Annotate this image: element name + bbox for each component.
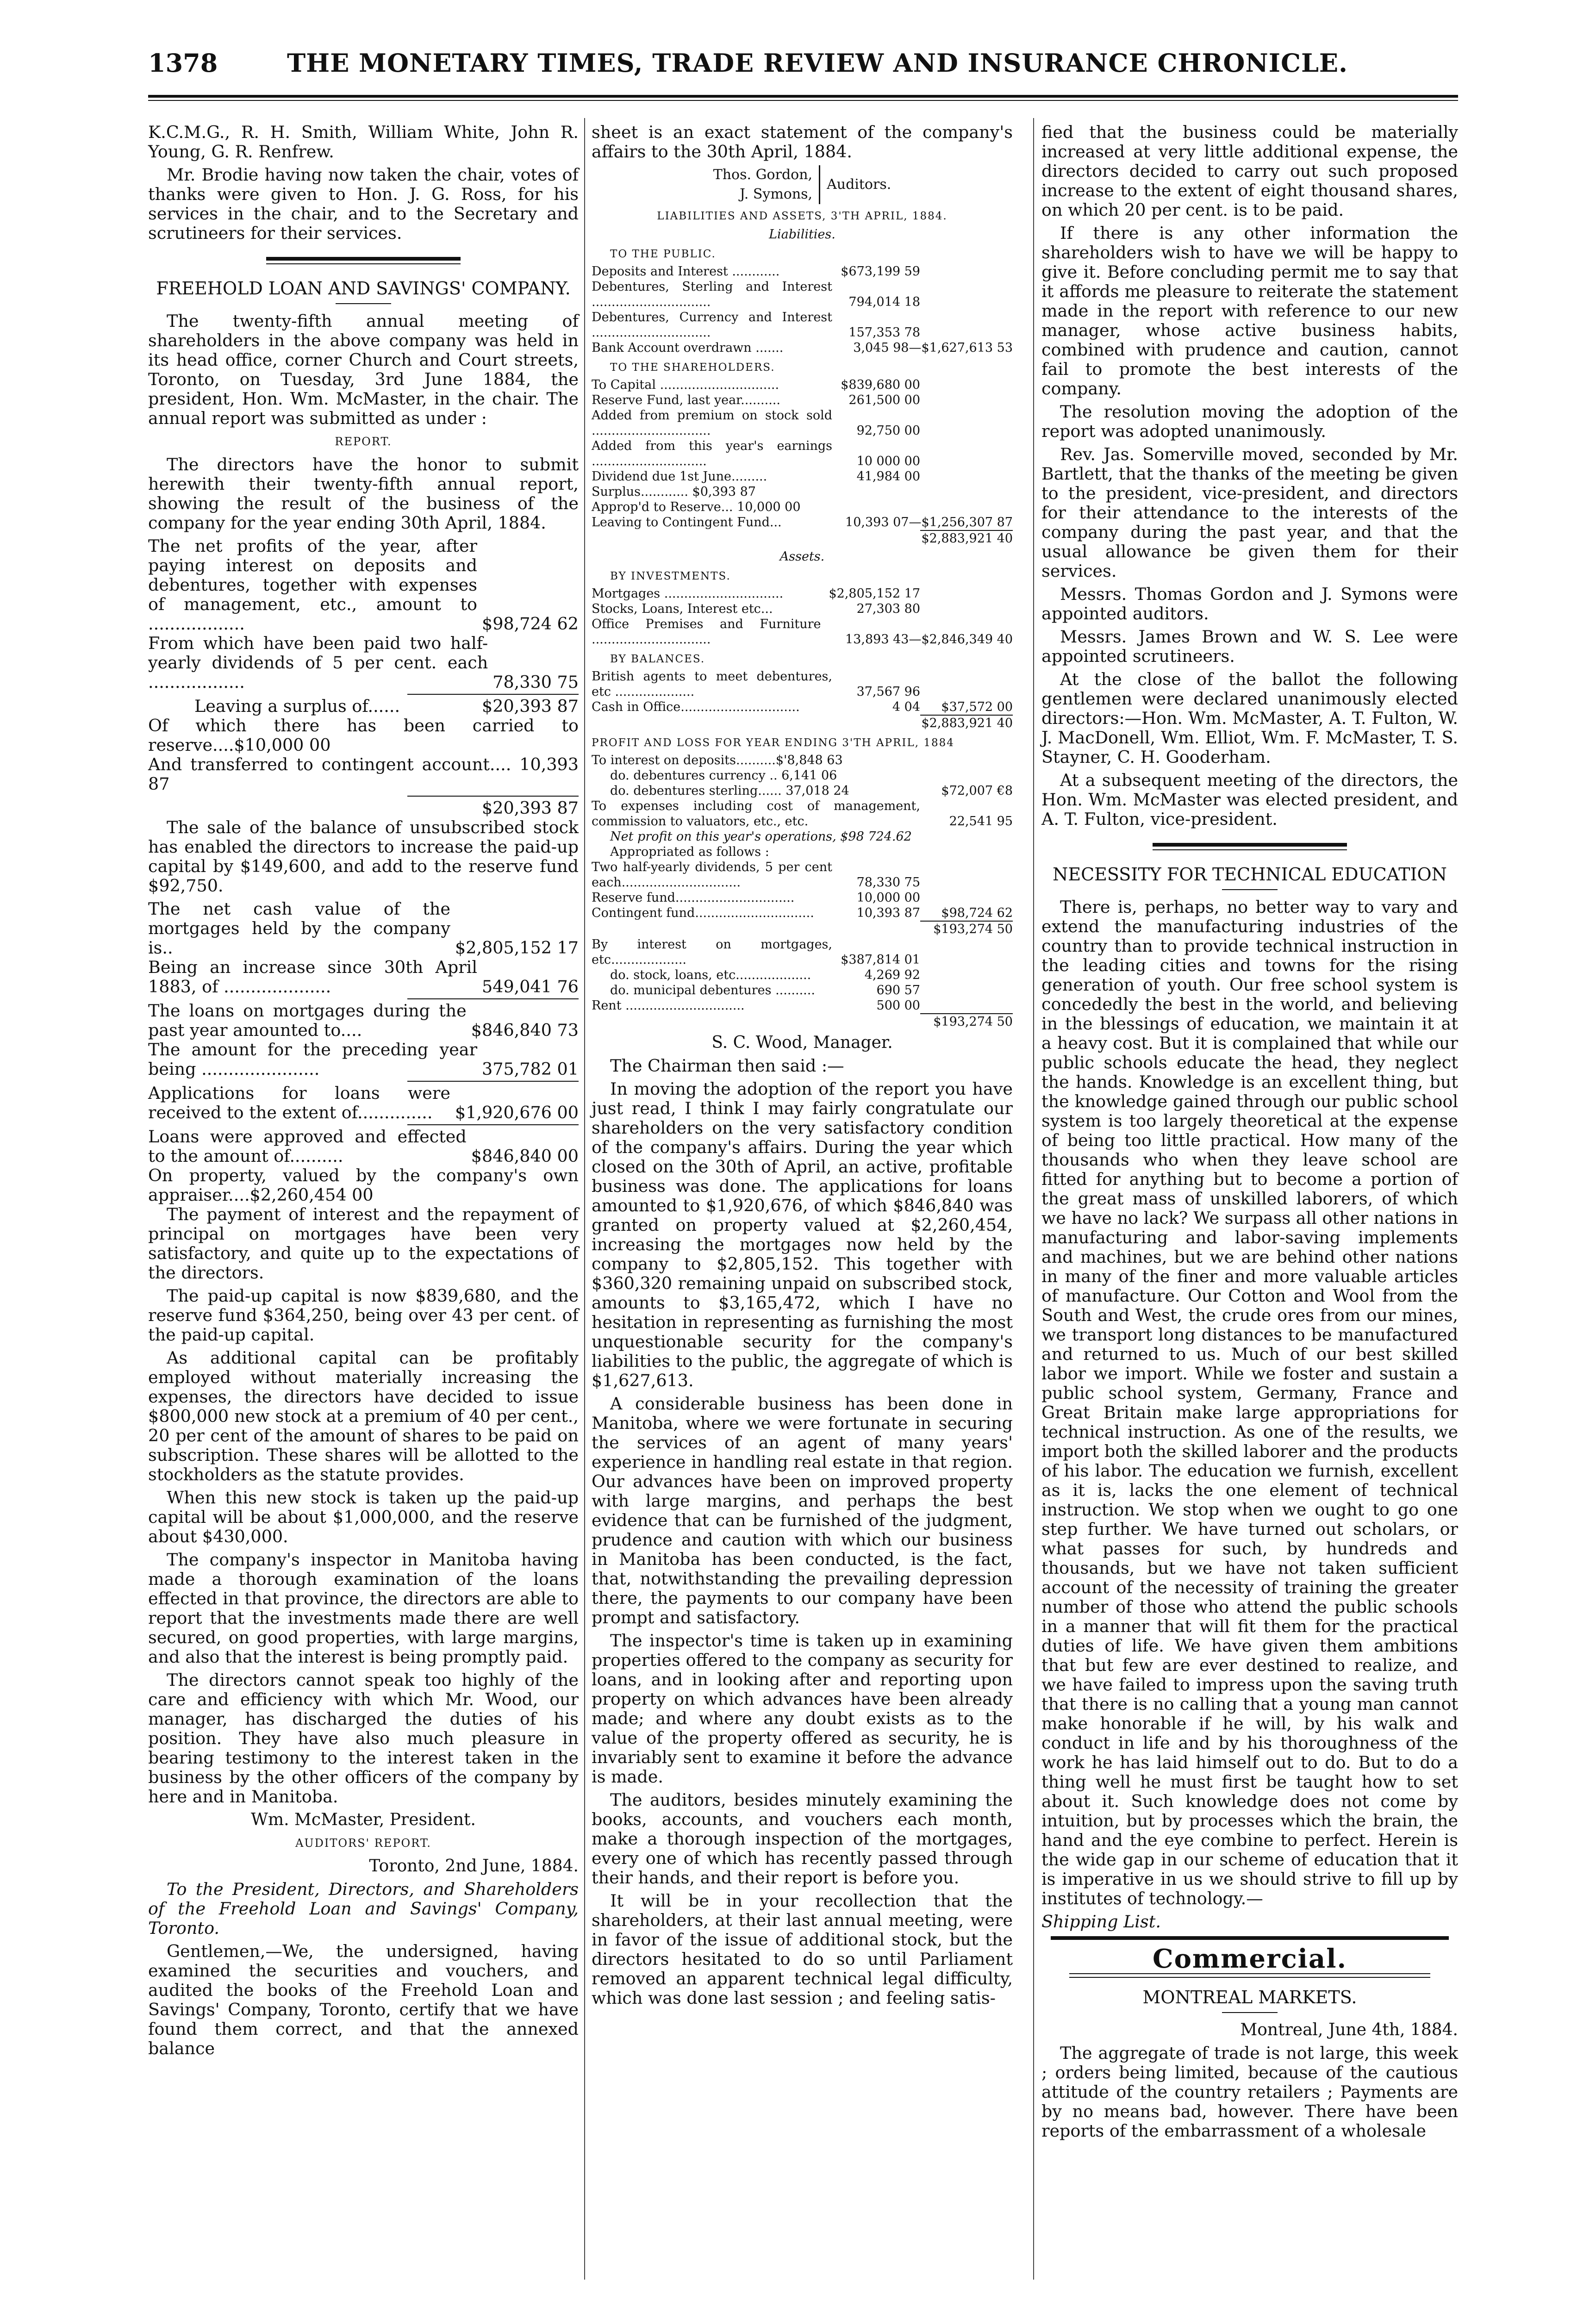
divider [1222, 2012, 1278, 2013]
statement-line: To interest on deposits..........$'8,848 63 [592, 753, 843, 767]
dateline: Toronto, 2nd June, 1884. [369, 1857, 579, 1876]
sum-rule [407, 1081, 579, 1082]
page-number: 1378 [148, 48, 218, 78]
statement-line: Approp'd to Reserve... 10,000 00 [592, 500, 801, 514]
statement-heading: PROFIT AND LOSS FOR YEAR ENDING 3'TH APRIL, 1884 [592, 737, 954, 749]
article-title: FREEHOLD LOAN AND SAVINGS' COMPANY. [156, 278, 571, 299]
paragraph: The directors cannot speak too highly of the care and efficiency with which Mr. Wood, our manager, has discharged the duties of his position. They have also much pleasure in bearing testimony to the interest taken in the business by the other officers of the company by here and in Manitoba. [148, 1670, 579, 1807]
financial-line: The loans on mortgages during the past year amounted to.... $846,840 73 [148, 1001, 579, 1040]
financial-line: From which have been paid two half-yearly dividends of 5 per cent. each .................. 78,330 75 [148, 633, 579, 692]
statement-line: do. municipal debentures .......... 690 57 [610, 983, 920, 997]
statement-line: Reserve Fund, last year.......... 261,500 00 [592, 393, 920, 407]
statement-heading: LIABILITIES AND ASSETS, 3'TH APRIL, 1884. [657, 210, 948, 222]
paragraph: If there is any other information the shareholders wish to have we will be happy to give it. Before concluding permit me to say that it affords me pleasure to reiterate the statement made in the report with reference to our new manager, whose active business habits, combined with prudence and caution, cannot fail to promote the best interests of the company. [1041, 223, 1458, 399]
financial-line: Applications for loans were received to the extent of.............. $1,920,676 00 [148, 1083, 579, 1122]
subheading: AUDITORS' REPORT. [295, 1837, 431, 1850]
sum-rule [407, 998, 579, 999]
section-divider [1153, 843, 1347, 847]
statement-line: Debentures, Sterling and Interest .............................. 794,014 18 [592, 280, 920, 309]
article-title: MONTREAL MARKETS. [1142, 1987, 1357, 2007]
column-3 [1041, 123, 1458, 2144]
paragraph: The twenty-fifth annual meeting of shareholders in the above company was held in its head office, corner Church and Court streets, Toronto, on Tuesday, 3rd June 1884, the president, Hon. Wm. McMaster, in the chair. The annual report was submitted as under : [148, 311, 579, 428]
section-divider [266, 263, 461, 264]
paragraph: The Chairman then said :— [610, 1056, 844, 1076]
statement-line: Leaving to Contingent Fund... 10,393 07 —$1,256,307 87 [592, 515, 1013, 530]
paragraph: As additional capital can be profitably employed without materially increasing the expenses, the directors have decided to issue $800,000 new stock at a premium of 40 per cent., 20 per cent of the amount of shares to be paid on subscription. These shares will be allotted to the stockholders as the statute provides. [148, 1348, 579, 1484]
financial-line: On property, valued by the company's own appraiser....$2,260,454 00 [148, 1165, 579, 1205]
statement-line: Surplus............ $0,393 87 [592, 485, 756, 499]
statement-line: To Capital .............................. $839,680 00 [592, 378, 920, 392]
paragraph: At the close of the ballot the following gentlemen were declared unanimously elected directors:—Hon. Wm. McMaster, A. T. Fulton, W. J. MacDonell, Wm. Elliot, Wm. F. McMaster, T. S. Stayner, C. H. Gooderham. [1041, 669, 1458, 767]
paragraph: The auditors, besides minutely examining the books, accounts, and vouchers each month, make a thorough inspection of the mortgages, every one of which has recently passed through their hands, and their report is before you. [592, 1790, 1013, 1888]
subheading: REPORT. [335, 435, 392, 448]
statement-line: Net profit on this year's operations, $98 724.62 [610, 829, 912, 844]
statement-line: Stocks, Loans, Interest etc... 27,303 80 [592, 602, 920, 616]
statement-line: Rent .............................. 500 00 [592, 998, 920, 1013]
statement-line: Bank Account overdrawn ....... 3,045 98 —$1,627,613 53 [592, 341, 1013, 355]
paragraph: The directors have the honor to submit herewith their twenty-fifth annual report, showing the result of the business of the company for the year ending 30th April, 1884. [148, 455, 579, 533]
paragraph: The company's inspector in Manitoba having made a thorough examination of the loans effected in that province, the directors are able to report that the investments made there are well secured, on good properties, with large margins, and also that the interest is being promptly paid. [148, 1550, 579, 1667]
financial-line: Leaving a surplus of...... $20,393 87 [194, 696, 579, 716]
signature: Wm. McMaster, President. [251, 1810, 476, 1829]
column-1 [148, 123, 579, 2062]
financial-line: And transferred to contingent account.... 10,393 87 [148, 754, 579, 794]
section-title: Commercial. [1153, 1944, 1347, 1974]
paragraph: The resolution moving the adoption of the report was adopted unanimously. [1041, 402, 1458, 441]
statement-total: $2,883,921 40 [592, 715, 1013, 731]
financial-line: The net cash value of the mortgages held by the company is.. $2,805,152 17 [148, 899, 579, 958]
statement-total: $193,274 50 [592, 1013, 1013, 1029]
financial-line: $20,393 87 [482, 798, 579, 818]
paragraph: Rev. Jas. Somerville moved, seconded by Mr. Bartlett, that the thanks of the meeting be given to the president, vice-president, and directors for their attendance to the interests of the company during the past year, and that the usual allowance be given them for their services. [1041, 444, 1458, 581]
article-title: NECESSITY FOR TECHNICAL EDUCATION [1053, 864, 1447, 885]
paragraph: K.C.M.G., R. H. Smith, William White, John R. Young, G. R. Renfrew. [148, 122, 579, 162]
paragraph: Messrs. James Brown and W. S. Lee were appointed scrutineers. [1041, 627, 1458, 666]
statement-line: British agents to meet debentures, etc .................... 37,567 96 [592, 669, 920, 699]
statement-line: do. debentures sterling...... 37,018 24 $72,007 €8 [610, 784, 1013, 798]
divider [1222, 889, 1278, 890]
section-divider [1051, 1936, 1449, 1940]
financial-line: Of which there has been carried to reserve....$10,000 00 [148, 716, 579, 755]
paragraph: Messrs. Thomas Gordon and J. Symons were appointed auditors. [1041, 584, 1458, 623]
paragraph: It will be in your recollection that the shareholders, at their last annual meeting, were in favor of the issue of additional stock, but the directors hesitated to do so until Parliament removed an apparent technical legal difficulty, which was done last session ; and feeling satis- [592, 1891, 1013, 2008]
page-title: THE MONETARY TIMES, TRADE REVIEW AND INSURANCE CHRONICLE. [287, 48, 1348, 78]
header-rule-thin [148, 100, 1458, 101]
sum-rule [407, 796, 579, 797]
paragraph: The inspector's time is taken up in examining properties offered to the company as security for loans, and in looking after and reporting upon property on which advances have been already made; and where any doubt exists as to the value of the property offered as security, he is invariably sent to examine it before the advance is made. [592, 1631, 1013, 1787]
column-divider [584, 118, 585, 2280]
column-divider [1033, 118, 1034, 2280]
paragraph: A considerable business has been done in Manitoba, where we were fortunate in securing the services of an agent of many years' experience in handling real estate in that region. Our advances have been on improved property with large margins, and perhaps the best evidence that can be furnished of the judgment, prudence and caution with which our business in Manitoba has been conducted, is the fact, that, notwithstanding the prevailing depression there, the payments to our company have been prompt and satisfactory. [592, 1394, 1013, 1627]
divider [336, 303, 391, 304]
sum-rule [407, 694, 579, 695]
statement-line: Contingent fund.............................. 10,393 87 $98,724 62 [592, 906, 1013, 920]
paragraph: At a subsequent meeting of the directors, the Hon. Wm. McMaster was elected president, and A. T. Fulton, vice-president. [1041, 770, 1458, 829]
address-line: To the President, Directors, and Shareholders of the Freehold Loan and Savings' Company, Toronto. [148, 1879, 579, 1938]
paragraph: When this new stock is taken up the paid-up capital will be about $1,000,000, and the reserve about $430,000. [148, 1488, 579, 1546]
page-header [148, 46, 1458, 88]
paragraph: In moving the adoption of the report you have just read, I think I may fairly congratulate our shareholders on the very satisfactory condition of the company's affairs. During the year which closed on the 30th of April, an active, profitable business was done. The applications for loans amounted to $1,920,676, of which $846,840 was granted on property valued at $2,260,454, increasing the mortgages now held by the company to $2,805,152. This together with $360,320 remaining unpaid on subscribed stock, amounts to $3,165,472, which I have no hesitation in representing as furnishing the most unquestionable security for the company's liabilities to the public, the aggregate of which is $1,627,613. [592, 1079, 1013, 1390]
financial-line: Loans were approved and effected to the amount of.......... $846,840 00 [148, 1127, 579, 1166]
paragraph: Mr. Brodie having now taken the chair, votes of thanks were given to Hon. J. G. Ross, for his services in the chair, and to the Secretary and scrutineers for their services. [148, 165, 579, 243]
paragraph: sheet is an exact statement of the company's affairs to the 30th April, 1884. [592, 122, 1013, 162]
paragraph: Gentlemen,—We, the undersigned, having examined the securities and vouchers, and audited the books of the Freehold Loan and Savings' Company, Toronto, certify that we have found them correct, and that the annexed balance [148, 1941, 579, 2058]
statement-line: Dividend due 1st June......... 41,984 00 [592, 469, 920, 484]
dateline: Montreal, June 4th, 1884. [1240, 2020, 1458, 2039]
statement-subheading: Assets. [779, 549, 825, 564]
statement-line: By interest on mortgages, etc................... $387,814 01 [592, 937, 920, 967]
statement-line: Debentures, Currency and Interest .............................. 157,353 78 [592, 310, 920, 340]
statement-line: Deposits and Interest ............ $673,199 59 [592, 264, 920, 279]
paragraph: The aggregate of trade is not large, this week ; orders being limited, because of the cautious attitude of the country retailers ; Payments are by no means bad, however. There have been reports of the embarrassment of a wholesale [1041, 2043, 1458, 2141]
section-divider [266, 257, 461, 261]
sum-rule [407, 1124, 579, 1125]
statement-line: do. debentures currency .. 6,141 06 [610, 768, 837, 783]
statement-line: Appropriated as follows : [610, 845, 769, 859]
auditor-signatures: Thos. Gordon, J. Symons, Auditors. [592, 165, 1013, 204]
paragraph: There is, perhaps, no better way to vary and extend the manufacturing industries of the country than to provide technical instruction in the leading cities and towns for the rising generation of youth. Our free school system is concededly the best in the world, and believing in the blessings of education, we maintain it at a heavy cost. But it is complained that while our public schools educate the head, they neglect the hands. Knowledge is an excellent thing, but the knowledge gained through our public school system is too largely theoretical at the expense of being too little practical. How many of the thousands who when they leave school are fitted for anything but to become a portion of the great mass of unskilled laborers, of which we have no lack? We surpass all other nations in manufacturing and labor-saving implements and machines, but we are behind other nations in many of the finer and more valuable articles of manufacture. Our Cotton and Wool from the South and West, the crude ores from our mines, we transport long distances to be manufactured and returned to us. Much of our best skilled labor we import. While we foster and sustain a public school system, Germany, France and Great Britain make large appropriations for technical instruction. As one of the results, we import both the skilled laborer and the products of his labor. The education we furnish, excellent as it is, lacks the one element of technical instruction. We stop when we ought to go one step further. We have turned out scholars, or what passes for such, by hundreds and thousands, but we have not taken sufficient account of the necessity of training the greater number of those who attend the public schools in a manner that will fit them for the practical duties of life. We have given them ambitions that but few are ever destined to realize, and we have failed to impress upon the saving truth that there is no calling that a young man cannot make honorable if he will, by his walk and conduct in life and by his thoroughness of the work he has laid himself out to do. But to do a thing well he must first be taught how to set about it. Such knowledge does not come by intuition, but by processes which the brain, the hand and the eye combine to perfect. Herein is the wide gap in our scheme of education that it is imperative in us we should strive to fill up by institutes of technology.— [1041, 897, 1458, 1908]
statement-total: $2,883,921 40 [592, 530, 1013, 546]
header-rule-thick [148, 95, 1458, 98]
statement-line: do. stock, loans, etc................... 4,269 92 [610, 968, 920, 982]
financial-line: The amount for the preceding year being ...................... 375,782 01 [148, 1040, 579, 1079]
paragraph: The sale of the balance of unsubscribed stock has enabled the directors to increase the paid-up capital by $149,600, and add to the reserve fund $92,750. [148, 817, 579, 896]
statement-line: Reserve fund.............................. 10,000 00 [592, 891, 920, 905]
paragraph: fied that the business could be materially increased at very little additional expense, the directors decided to carry out such proposed increase to the extent of eight thousand shares, on which 20 per cent. is to be paid. [1041, 122, 1458, 220]
paragraph: The paid-up capital is now $839,680, and the reserve fund $364,250, being over 43 per cent. of the paid-up capital. [148, 1286, 579, 1345]
financial-line: The net profits of the year, after paying interest on deposits and debentures, together with expenses of management, etc., amount to .................. $98,724 62 [148, 536, 579, 634]
source-credit: Shipping List. [1041, 1912, 1161, 1932]
statement-line: Mortgages .............................. $2,805,152 17 [592, 586, 920, 601]
financial-line: Being an increase since 30th April 1883, of .................... 549,041 76 [148, 957, 579, 997]
statement-line: Two half-yearly dividends, 5 per cent each.............................. 78,330 75 [592, 860, 920, 890]
column-2 [592, 123, 1013, 2012]
statement-total: $193,274 50 [592, 921, 1013, 937]
statement-line: Added from this year's earnings ............................. 10 000 00 [592, 439, 920, 468]
statement-subheading: Liabilities. [769, 227, 835, 242]
signature: S. C. Wood, Manager. [711, 1033, 893, 1052]
statement-line: Cash in Office.............................. 4 04 $37,572 00 [592, 700, 1013, 714]
balance-sheet: LIABILITIES AND ASSETS, 3'TH APRIL, 1884. Liabilities. TO THE PUBLIC. Deposits and Interest ............ $673,199 59 Debentures, Sterling and Interest .............................. 794,014 18 Debentures, Currency and Interest .............................. 157,353 78 Bank Account overdrawn ....... 3,045 98 —$1,627,613 53 TO THE SHAREHOLDERS. To Capital .............................. $839,680 00 Reserve Fund, last year.......... 261,500 00 Added from premium on stock sold .............................. 92,750 00 Added from this year's earnings ............................. 10 000 00 Dividend due 1st June......... 41,984 00 Surplus............ $0,393 87 Approp'd to Reserve... 10,000 00 Leaving to Contingent Fund... 10,393 07 —$1,256,307 87 $2,883,921 40 Assets. BY INVESTMENTS. Mortgages .............................. $2,805,152 17 Stocks, Loans, Interest etc... 27,303 80 Office Premises and Furniture .............................. 13,893 43 —$2,846,349 40 BY BALANCES. British agents to meet debentures, etc .................... 37,567 96 Cash in Office.............................. 4 04 $37,572 00 $2,883,921 40 PROFIT AND LOSS FOR YEAR ENDING 3'TH APRIL, 1884 To interest on deposits..........$'8,848 63 do. debentures currency .. 6,141 06 do. debentures sterling...... 37,018 24 $72,007 €8 To expenses including cost of management, commission to valuators, etc., etc. 22,541 95 Net profit on this year's operations, $98 724.62 Appropriated as follows : Two half-yearly dividends, 5 per cent each.............................. 78,330 75 Reserve fund.............................. 10,000 00 Contingent fund.............................. 10,393 87 $98,724 62 $193,274 50 By interest on mortgages, etc................... $387,814 01 do. stock, loans, etc................... 4,269 92 do. municipal debentures .......... 690 57 Rent .............................. 500 00 $193,274 50 [592, 209, 1013, 1029]
paragraph: The payment of interest and the repayment of principal on mortgages have been very satisfactory, and quite up to the expectations of the directors. [148, 1204, 579, 1283]
statement-line: To expenses including cost of management, commission to valuators, etc., etc. 22,541 95 [592, 799, 1013, 829]
section-divider [1153, 849, 1347, 850]
statement-line: Added from premium on stock sold .............................. 92,750 00 [592, 408, 920, 438]
statement-line: Office Premises and Furniture .............................. 13,893 43 —$2,846,349 40 [592, 617, 1013, 647]
